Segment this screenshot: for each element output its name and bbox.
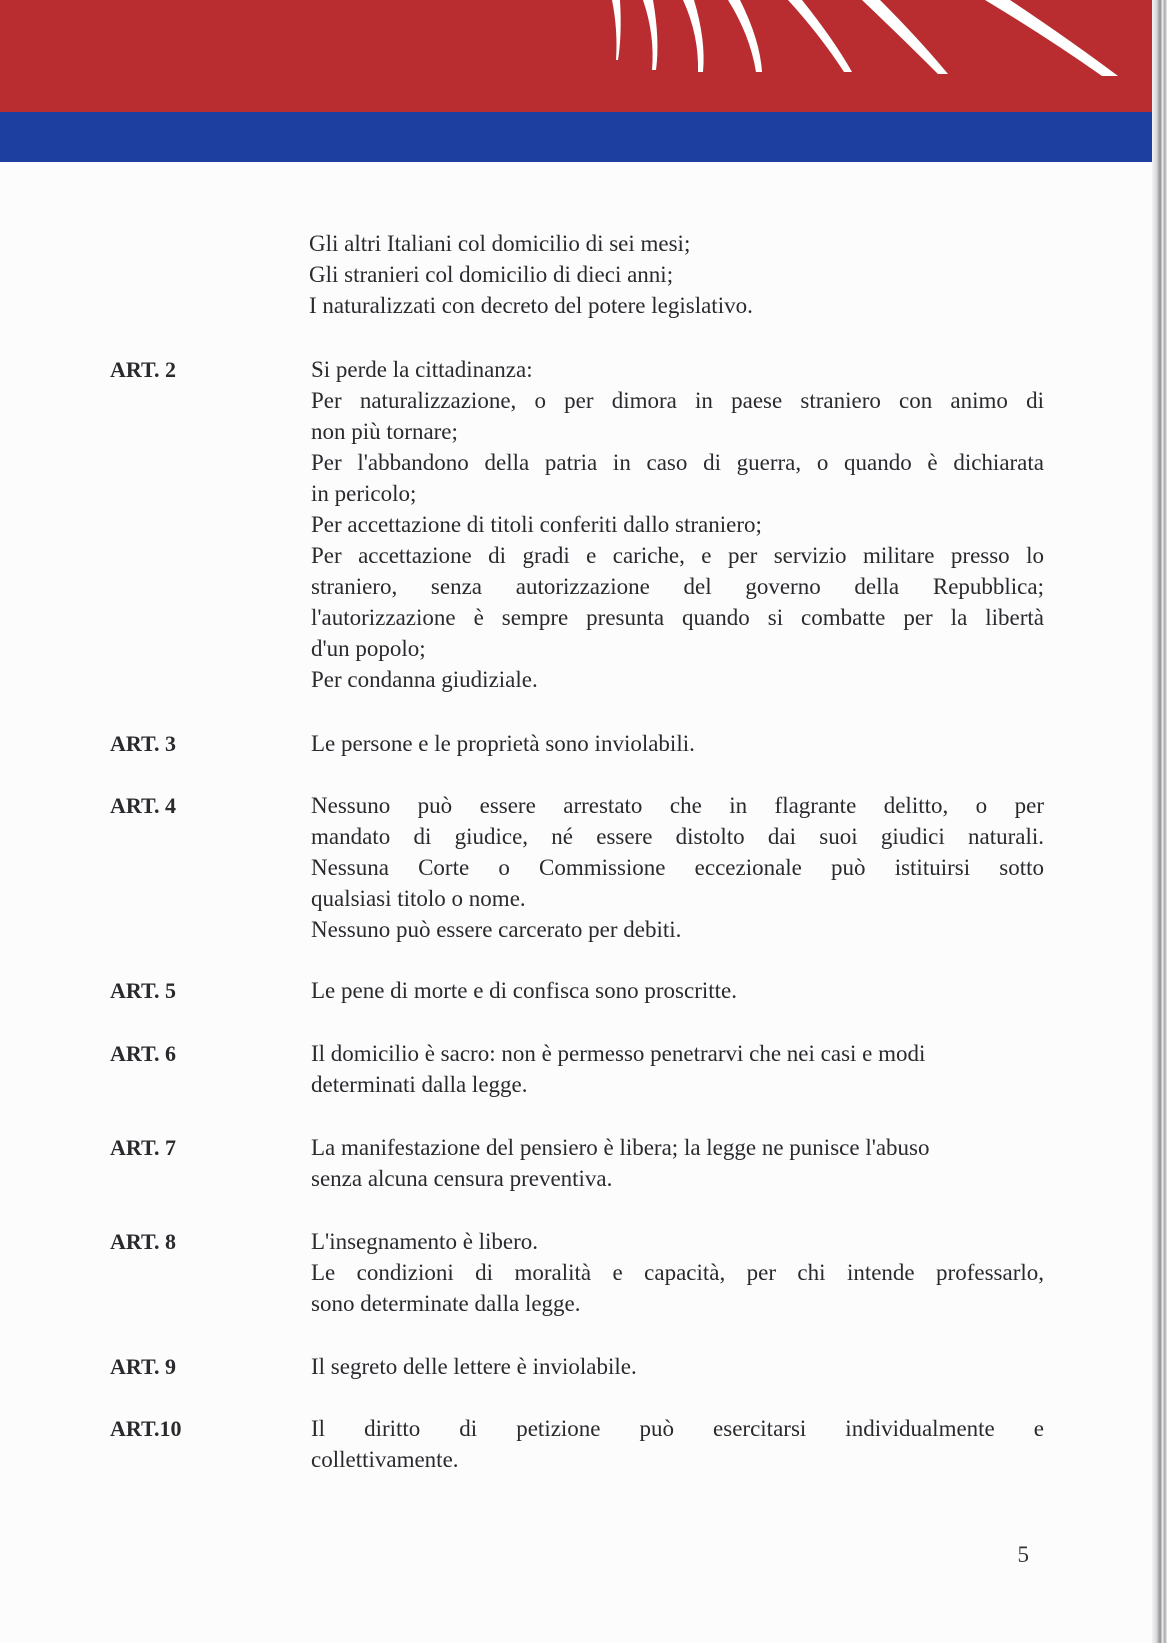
article-text (311, 790, 1044, 945)
text-line: d'un popolo; (311, 636, 426, 661)
text-line: I naturalizzati con decreto del potere legislativo. (309, 293, 753, 318)
text-line: Il segreto delle lettere è inviolabile. (311, 1354, 637, 1379)
text-line: Il domicilio è sacro: non è permesso penetrarvi che nei casi e modi (311, 1041, 926, 1066)
text-line: Per condanna giudiziale. (311, 667, 538, 692)
article-text (311, 1413, 1044, 1475)
article-text (311, 354, 1044, 695)
article-label: ART. 9 (110, 1354, 177, 1379)
header-stripes-graphic (0, 0, 1152, 112)
text-line: l'autorizzazione è sempre presunta quando si combatte per la libertà (311, 605, 1044, 630)
text-line: Nessuno può essere arrestato che in flagrante delitto, o per (311, 793, 1044, 818)
article-text (311, 1132, 1044, 1194)
text-line: Per accettazione di titoli conferiti dallo straniero; (311, 512, 762, 537)
text-line: senza alcuna censura preventiva. (311, 1166, 613, 1191)
text-line: Il diritto di petizione può esercitarsi individualmente e (311, 1416, 1044, 1441)
article-label: ART. 3 (110, 731, 177, 756)
article-label: ART. 6 (110, 1041, 177, 1066)
header-blue-band (0, 112, 1152, 162)
article-label: ART.10 (110, 1416, 182, 1441)
header-stripe (788, 0, 852, 72)
header-stripe (612, 0, 621, 60)
text-line: straniero, senza autorizzazione del governo della Repubblica; (311, 574, 1044, 599)
page-number: 5 (1017, 1542, 1029, 1567)
header-stripe (985, 0, 1118, 76)
text-line: L'insegnamento è libero. (311, 1229, 539, 1254)
header-stripe (643, 0, 657, 70)
article-text (311, 1226, 1044, 1319)
text-line: Per naturalizzazione, o per dimora in paese straniero con animo di (311, 388, 1044, 413)
text-line: non più tornare; (311, 419, 458, 444)
article-label: ART. 5 (110, 978, 177, 1003)
page-edge-shadow (1152, 0, 1167, 1643)
text-line: Gli altri Italiani col domicilio di sei mesi; (309, 231, 691, 256)
article-text (311, 975, 1044, 1006)
text-line: Si perde la cittadinanza: (311, 357, 533, 382)
text-line: La manifestazione del pensiero è libera; la legge ne punisce l'abuso (311, 1135, 930, 1160)
text-line: Le persone e le proprietà sono inviolabili. (311, 731, 695, 756)
text-line: Nessuno può essere carcerato per debiti. (311, 917, 682, 942)
text-line: in pericolo; (311, 481, 417, 506)
article-label: ART. 4 (110, 793, 177, 818)
text-line: mandato di giudice, né essere distolto dai suoi giudici naturali. (311, 824, 1044, 849)
text-line: Per accettazione di gradi e cariche, e per servizio militare presso lo (311, 543, 1044, 568)
article-label: ART. 8 (110, 1229, 177, 1254)
text-line: Le condizioni di moralità e capacità, per chi intende professarlo, (311, 1260, 1044, 1285)
header-stripe (683, 0, 704, 72)
text-line: Le pene di morte e di confisca sono proscritte. (311, 978, 737, 1003)
article-text (311, 1351, 1044, 1382)
text-line: determinati dalla legge. (311, 1072, 528, 1097)
text-line: Nessuna Corte o Commissione eccezionale può istituirsi sotto (311, 855, 1044, 880)
intro-paragraph (309, 228, 1049, 321)
text-line: qualsiasi titolo o nome. (311, 886, 526, 911)
header-band (0, 0, 1152, 162)
text-line: Per l'abbandono della patria in caso di guerra, o quando è dichiarata (311, 450, 1044, 475)
article-label: ART. 2 (110, 357, 177, 382)
header-stripe (728, 0, 762, 72)
text-line: Gli stranieri col domicilio di dieci anni; (309, 262, 674, 287)
header-stripe (862, 0, 948, 74)
article-text (311, 728, 1044, 759)
article-label: ART. 7 (110, 1135, 177, 1160)
text-line: collettivamente. (311, 1447, 459, 1472)
article-text (311, 1038, 1044, 1100)
text-line: sono determinate dalla legge. (311, 1291, 581, 1316)
